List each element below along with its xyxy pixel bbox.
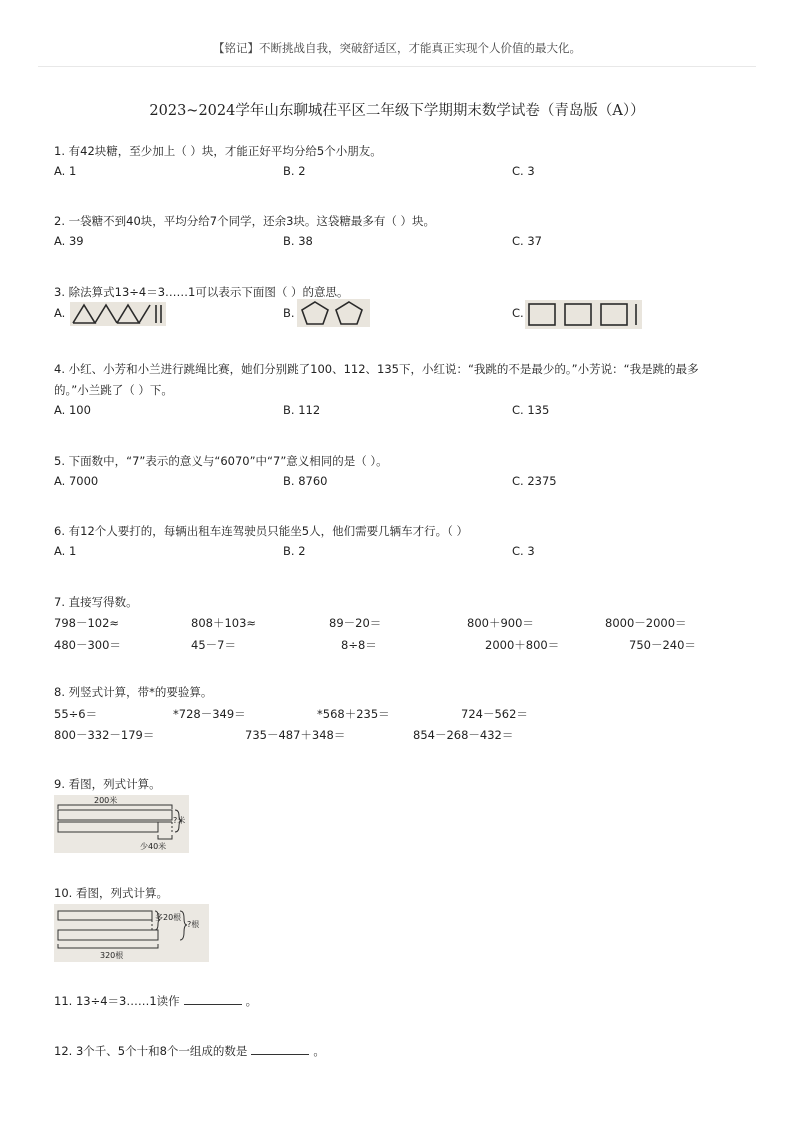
question-1-option-b[interactable]: B. 2 — [283, 164, 306, 178]
option-c-squares-figure — [525, 300, 642, 329]
diagram-label-top: 200米 — [94, 796, 118, 805]
calc-item: 8÷8＝ — [341, 638, 377, 652]
question-1-option-a[interactable]: A. 1 — [54, 164, 77, 178]
header-motto: 【铭记】不断挑战自我，突破舒适区，才能真正实现个人价值的最大化。 — [213, 41, 581, 55]
question-11-text: 11. 13÷4＝3……1读作 — [54, 994, 180, 1008]
question-5-option-b[interactable]: B. 8760 — [283, 474, 328, 488]
calc-item: *728－349＝ — [173, 707, 246, 721]
question-4-stem-line2: 的。”小兰跳了（ ）下。 — [54, 383, 173, 397]
question-6-stem: 6. 有12个人要打的，每辆出租车连驾驶员只能坐5人，他们需要几辆车才行。（ ） — [54, 524, 468, 538]
question-12-text: 12. 3个千、5个十和8个一组成的数是 — [54, 1044, 248, 1058]
question-6-option-c[interactable]: C. 3 — [512, 544, 535, 558]
question-3-option-b[interactable]: B. — [283, 306, 295, 320]
option-b-pentagons-figure — [297, 299, 370, 327]
question-1-option-c[interactable]: C. 3 — [512, 164, 535, 178]
question-11-end: 。 — [245, 994, 258, 1008]
calc-item: 724－562＝ — [461, 707, 528, 721]
question-12-end: 。 — [313, 1044, 325, 1058]
question-5-option-c[interactable]: C. 2375 — [512, 474, 557, 488]
question-2-option-c[interactable]: C. 37 — [512, 234, 542, 248]
question-4-option-b[interactable]: B. 112 — [283, 403, 321, 417]
question-2-option-a[interactable]: A. 39 — [54, 234, 84, 248]
diagram-label-bottom: 320根 — [100, 951, 124, 960]
answer-blank[interactable] — [251, 1044, 309, 1055]
question-3-stem: 3. 除法算式13÷4＝3……1可以表示下面图（ ）的意思。 — [54, 285, 349, 299]
calc-item: 800－332－179＝ — [54, 728, 155, 742]
question-9-stem: 9. 看图，列式计算。 — [54, 777, 161, 791]
diagram-label-right-1: 多20根 — [155, 913, 182, 922]
question-4-option-a[interactable]: A. 100 — [54, 403, 91, 417]
calc-item: 735－487＋348＝ — [245, 728, 346, 742]
calc-item: 55÷6＝ — [54, 707, 98, 721]
answer-blank[interactable] — [184, 994, 242, 1005]
calc-item: 89－20＝ — [329, 616, 382, 630]
question-11 — [54, 993, 257, 1009]
calc-item: 8000－2000＝ — [605, 616, 687, 630]
question-12 — [54, 1043, 325, 1059]
calc-item: 808＋103≈ — [191, 616, 257, 630]
calc-item: 2000＋800＝ — [485, 638, 560, 652]
question-2-option-b[interactable]: B. 38 — [283, 234, 313, 248]
question-5-option-a[interactable]: A. 7000 — [54, 474, 99, 488]
question-4-stem-line1: 4. 小红、小芳和小兰进行跳绳比赛，她们分别跳了100、112、135下，小红说：“我跳的不是最少的。”小芳说：“我是跳的最多 — [54, 362, 699, 376]
calc-item: 854－268－432＝ — [413, 728, 514, 742]
diagram-label-right: ?米 — [173, 816, 186, 825]
calc-item: 45－7＝ — [191, 638, 236, 652]
question-3-option-a[interactable]: A. — [54, 306, 66, 320]
calc-item: 750－240＝ — [629, 638, 696, 652]
question-2-stem: 2. 一袋糖不到40块，平均分给7个同学，还余3块。这袋糖最多有（ ）块。 — [54, 214, 436, 228]
page-title: 2023~2024学年山东聊城茌平区二年级下学期期末数学试卷（青岛版（A）） — [149, 103, 645, 119]
question-4-option-c[interactable]: C. 135 — [512, 403, 550, 417]
question-9-bar-diagram — [54, 795, 189, 853]
question-6-option-a[interactable]: A. 1 — [54, 544, 77, 558]
calc-item: *568＋235＝ — [317, 707, 390, 721]
option-a-triangles-figure — [70, 302, 166, 326]
diagram-label-bottom: 少40米 — [140, 842, 167, 851]
question-3-option-c[interactable]: C. — [512, 306, 524, 320]
question-10-bar-diagram — [54, 904, 209, 962]
diagram-label-right-2: ?根 — [187, 920, 200, 929]
question-1-stem: 1. 有42块糖，至少加上（ ）块，才能正好平均分给5个小朋友。 — [54, 144, 382, 158]
question-5-stem: 5. 下面数中，“7”表示的意义与“6070”中“7”意义相同的是（ ）。 — [54, 454, 388, 468]
question-10-stem: 10. 看图，列式计算。 — [54, 886, 168, 900]
question-7-stem: 7. 直接写得数。 — [54, 595, 138, 609]
question-8-stem: 8. 列竖式计算，带*的要验算。 — [54, 685, 213, 699]
header-divider — [38, 66, 756, 67]
calc-item: 798－102≈ — [54, 616, 120, 630]
calc-item: 800＋900＝ — [467, 616, 534, 630]
question-6-option-b[interactable]: B. 2 — [283, 544, 306, 558]
calc-item: 480－300＝ — [54, 638, 121, 652]
